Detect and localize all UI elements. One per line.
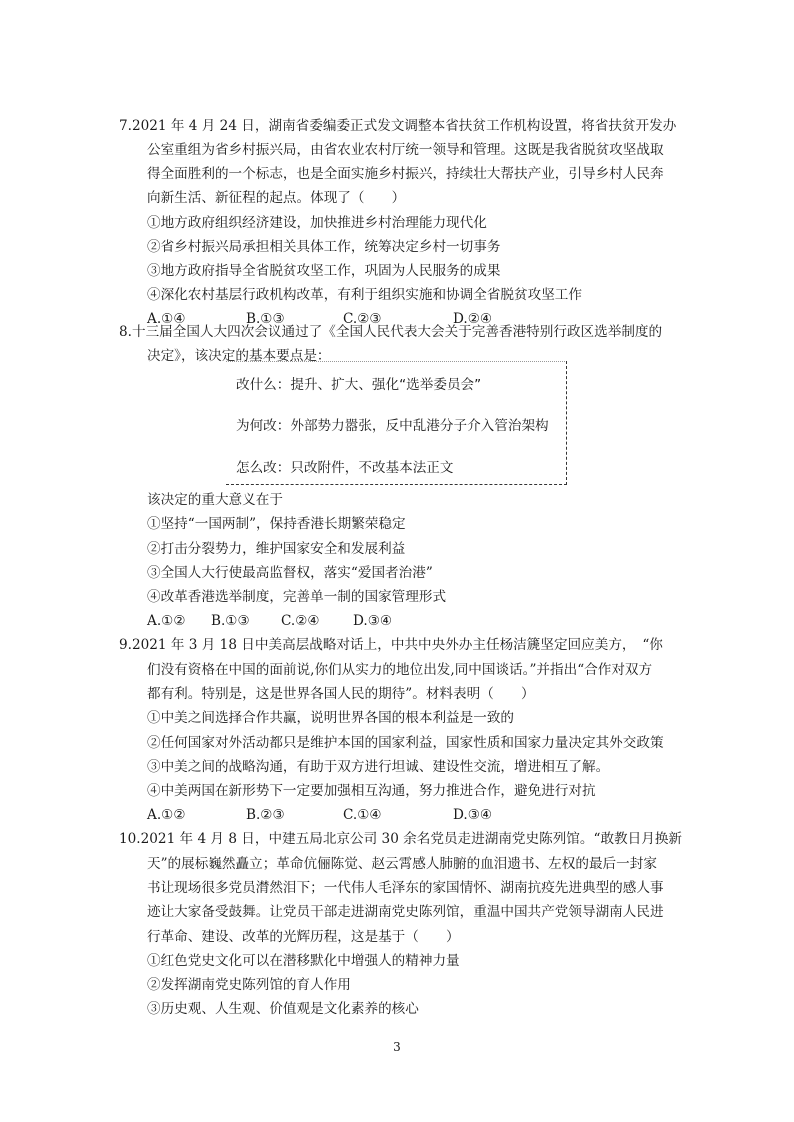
q7-statement-3: ③地方政府指导全省脱贫攻坚工作，巩固为人民服务的成果 [147,263,501,279]
q10-statement-3: ③历史观、人生观、价值观是文化素养的核心 [147,1001,419,1017]
q7-line-2: 公室重组为省乡村振兴局，由省农业农村厅统一领导和管理。这既是我省脱贫攻坚战取 [147,142,664,158]
q8-statement-2: ②打击分裂势力，维护国家安全和发展利益 [147,541,406,557]
q8-statement-3: ③全国人大行使最高监督权，落实“爱国者治港” [147,565,433,581]
q9-statement-4: ④中美两国在新形势下一定要加强相互沟通，努力推进合作，避免进行对抗 [147,783,596,799]
q10-line-4: 迹让大家备受鼓舞。让党员干部走进湖南党史陈列馆，重温中国共产党领导湖南人民进 [147,904,664,920]
q7-option-d: D.②④ [453,311,493,327]
q7-line-3: 得全面胜利的一个标志，也是全面实施乡村振兴，持续壮大帮扶产业，引导乡村人民奔 [147,166,664,182]
q7-statement-4: ④深化农村基层行政机构改革，有利于组织实施和协调全省脱贫攻坚工作 [147,287,582,303]
q10-line-3: 书让现场很多党员潸然泪下；一代伟人毛泽东的家国情怀、湖南抗疫先进典型的感人事 [147,880,664,896]
q10-line-1: 10.2021 年 4 月 8 日，中建五局北京公司 30 余名党员走进湖南党史陈列馆。“敢教日月换新 [119,831,683,847]
q8-box-what: 改什么：提升、扩大、强化“选举委员会” [236,377,482,393]
q7-option-c: C.②③ [343,311,382,327]
q7-statement-2: ②省乡村振兴局承担相关具体工作，统筹决定乡村一切事务 [147,239,501,255]
q9-statement-1: ①中美之间选择合作共赢，说明世界各国的根本利益是一致的 [147,710,515,726]
q8-statement-1: ①坚持“一国两制”，保持香港长期繁荣稳定 [147,516,406,532]
q7-line-1: 7.2021 年 4 月 24 日，湖南省委编委正式发文调整本省扶贫工作机构设置，将省扶贫开发办 [119,118,677,134]
q7-option-a: A.①④ [147,311,186,327]
q8-option-b: B.①③ [211,613,250,629]
q8-line-1: 8.十三届全国人大四次会议通过了《全国人民代表大会关于完善香港特别行政区选举制度的 [119,324,663,340]
q9-option-a: A.①② [147,807,186,823]
q9-line-2: 们没有资格在中国的面前说,你们从实力的地位出发,同中国谈话。”并指出“合作对双方 [147,662,653,678]
q8-option-d: D.③④ [353,613,393,629]
q10-line-2: 天”的展标巍然矗立；革命伉俪陈觉、赵云霄感人肺腑的血泪遗书、左权的最后一封家 [147,856,657,872]
q8-line-2: 决定》，该决定的基本要点是： [147,348,331,364]
q7-option-b: B.①③ [246,311,285,327]
q8-option-a: A.①② [147,613,186,629]
page-number: 3 [393,1040,401,1054]
q9-option-b: B.②③ [246,807,285,823]
q9-line-3: 都有利。特别是，这是世界各国人民的期待”。材料表明（ ） [147,686,535,702]
q10-statement-2: ②发挥湖南党史陈列馆的育人作用 [147,977,351,993]
q8-option-c: C.②④ [281,613,320,629]
q8-statement-4: ④改革香港选举制度，完善单一制的国家管理形式 [147,589,447,605]
q9-statement-3: ③中美之间的战略沟通，有助于双方进行坦诚、建设性交流，增进相互了解。 [147,759,610,775]
q8-box-how: 怎么改：只改附件，不改基本法正文 [236,460,454,476]
q9-option-d: D.③④ [453,807,493,823]
q10-statement-1: ①红色党史文化可以在潜移默化中增强人的精神力量 [147,953,460,969]
q10-line-5: 行革命、建设、改革的光辉历程，这是基于（ ） [147,929,460,945]
q9-statement-2: ②任何国家对外活动都只是维护本国的国家利益，国家性质和国家力量决定其外交政策 [147,735,664,751]
q7-line-4: 向新生活、新征程的起点。体现了（ ） [147,190,406,206]
q8-question-stem: 该决定的重大意义在于 [147,492,283,508]
q9-line-1: 9.2021 年 3 月 18 日中美高层战略对话上，中共中央外办主任杨洁篪坚定回应美方， “你 [119,637,663,653]
q7-statement-1: ①地方政府组织经济建设，加快推进乡村治理能力现代化 [147,215,487,231]
q9-option-c: C.①④ [343,807,382,823]
q8-box-why: 为何改：外部势力嚣张，反中乱港分子介入管治架构 [236,418,549,434]
